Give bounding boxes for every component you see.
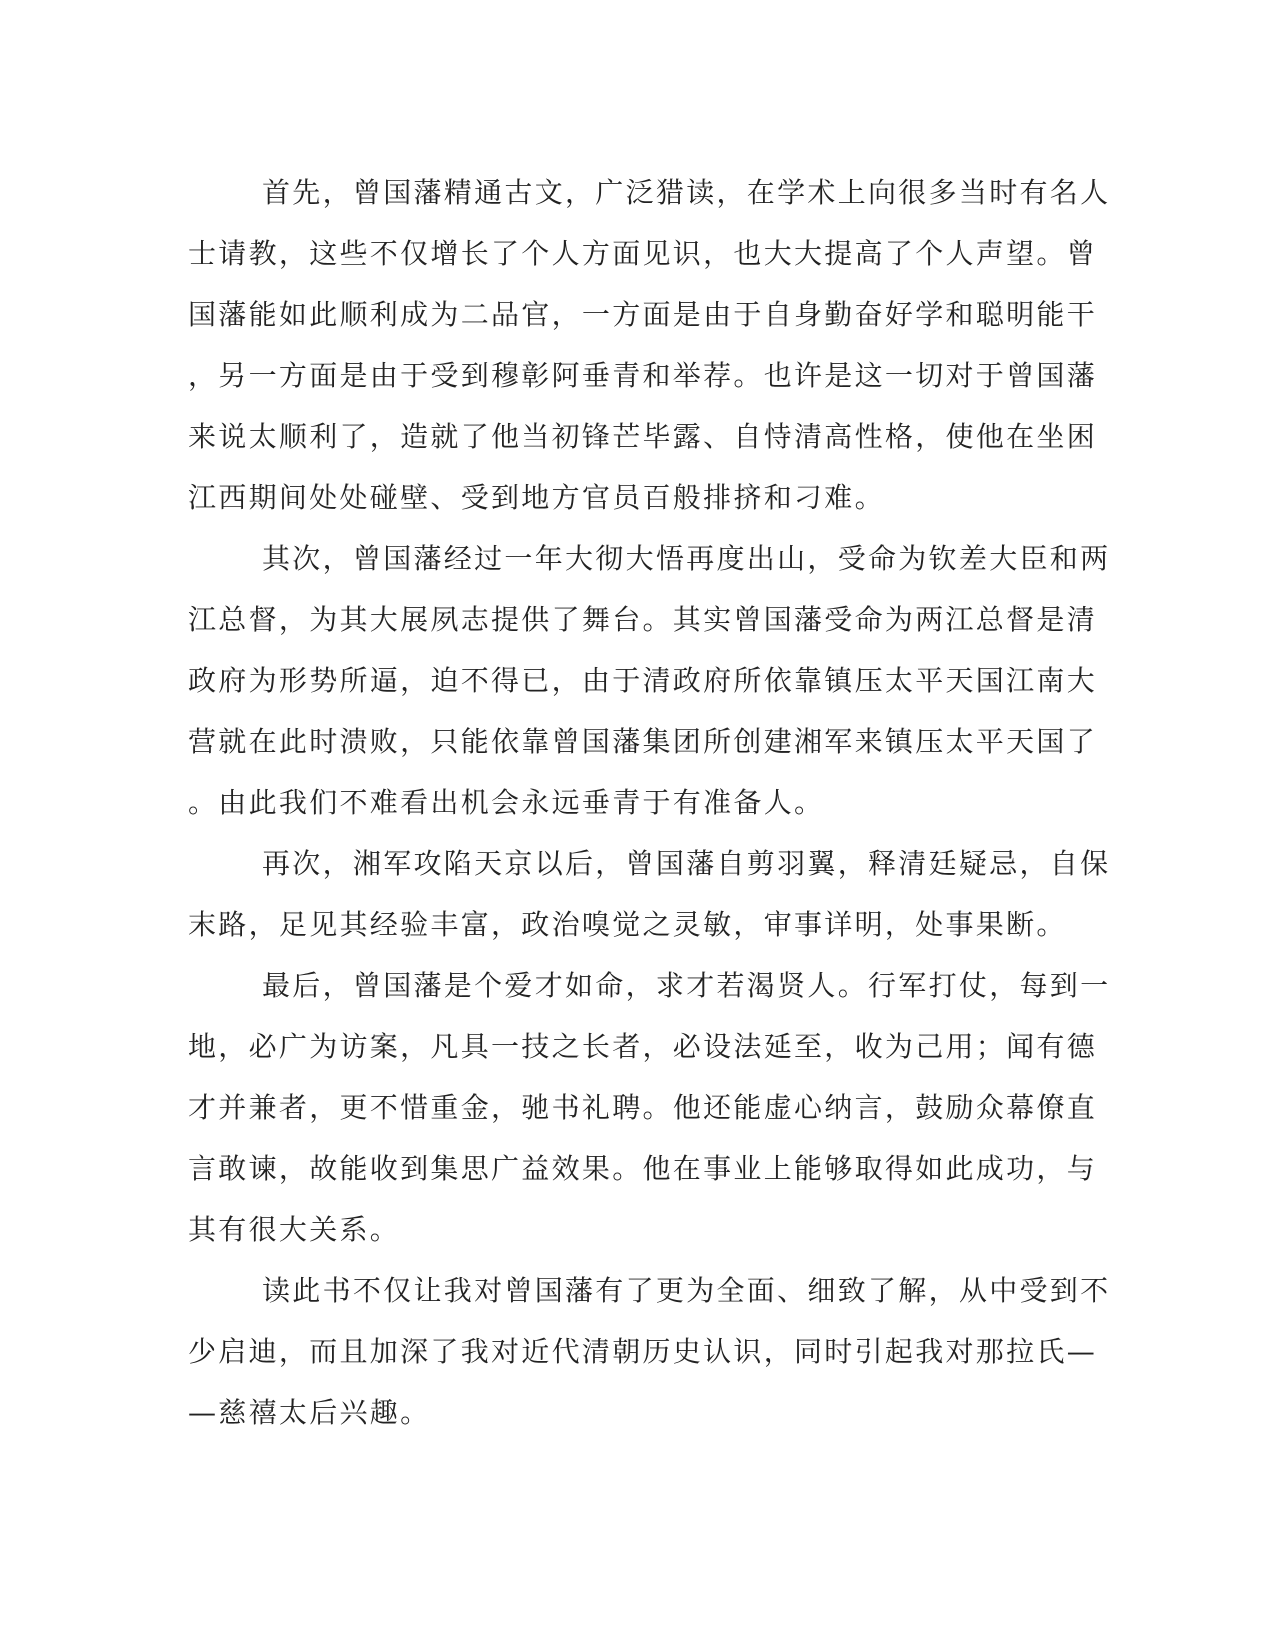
text-line: 来说太顺利了，造就了他当初锋芒毕露、自恃清高性格，使他在坐困 bbox=[188, 420, 1098, 453]
text-line: ，另一方面是由于受到穆彰阿垂青和举荐。也许是这一切对于曾国藩 bbox=[188, 359, 1098, 392]
text-line: 首先，曾国藩精通古文，广泛猎读，在学术上向很多当时有名人 bbox=[262, 176, 1111, 209]
text-line: 。由此我们不难看出机会永远垂青于有准备人。 bbox=[188, 786, 825, 819]
text-line: 政府为形势所逼，迫不得已，由于清政府所依靠镇压太平天国江南大 bbox=[188, 664, 1098, 697]
text-line: 营就在此时溃败，只能依靠曾国藩集团所创建湘军来镇压太平天国了 bbox=[188, 725, 1098, 758]
text-line: 国藩能如此顺利成为二品官，一方面是由于自身勤奋好学和聪明能干 bbox=[188, 298, 1098, 331]
text-line: 才并兼者，更不惜重金，驰书礼聘。他还能虚心纳言，鼓励众幕僚直 bbox=[188, 1091, 1098, 1124]
text-line: 读此书不仅让我对曾国藩有了更为全面、细致了解，从中受到不 bbox=[262, 1274, 1111, 1307]
text-line: 少启迪，而且加深了我对近代清朝历史认识，同时引起我对那拉氏— bbox=[188, 1335, 1098, 1368]
text-line: 最后，曾国藩是个爱才如命，求才若渴贤人。行军打仗，每到一 bbox=[262, 969, 1111, 1002]
text-line: 再次，湘军攻陷天京以后，曾国藩自剪羽翼，释清廷疑忌，自保 bbox=[262, 847, 1111, 880]
text-line: 士请教，这些不仅增长了个人方面见识，也大大提高了个人声望。曾 bbox=[188, 237, 1098, 270]
text-line: —慈禧太后兴趣。 bbox=[188, 1396, 431, 1429]
text-line: 其有很大关系。 bbox=[188, 1213, 401, 1246]
text-line: 地，必广为访案，凡具一技之长者，必设法延至，收为己用；闻有德 bbox=[188, 1030, 1098, 1063]
text-line: 其次，曾国藩经过一年大彻大悟再度出山，受命为钦差大臣和两 bbox=[262, 542, 1111, 575]
document-body bbox=[188, 162, 1111, 1443]
text-line: 言敢谏，故能收到集思广益效果。他在事业上能够取得如此成功，与 bbox=[188, 1152, 1098, 1185]
text-line: 末路，足见其经验丰富，政治嗅觉之灵敏，审事详明，处事果断。 bbox=[188, 908, 1067, 941]
text-line: 江总督，为其大展夙志提供了舞台。其实曾国藩受命为两江总督是清 bbox=[188, 603, 1098, 636]
text-line: 江西期间处处碰壁、受到地方官员百般排挤和刁难。 bbox=[188, 481, 885, 514]
